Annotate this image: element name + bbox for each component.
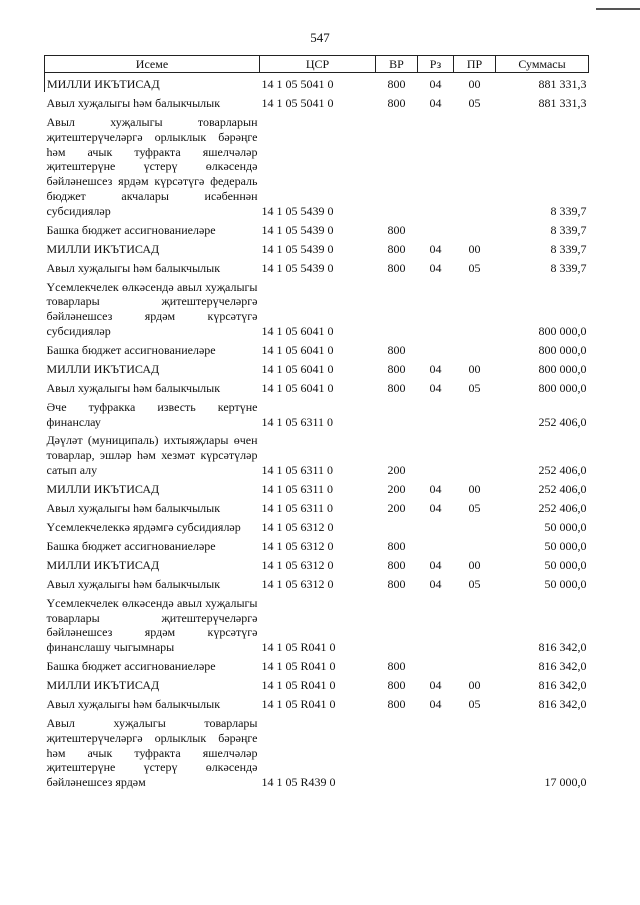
cell-rz: 04 [429,500,442,515]
cell-vr: 800 [387,96,406,111]
cell-pr [454,655,496,674]
cell-name: Авыл хуҗалыгы һәм балыкчылык [46,380,221,395]
cell-vr [376,396,418,430]
cell-rz: 04 [429,576,442,591]
cell-pr [454,516,496,535]
table-row [45,535,589,554]
cell-rz [418,219,454,238]
table-row [45,396,589,430]
cell-csr: 14 1 05 R439 0 [261,775,336,790]
cell-name: Үсемлекчелек өлкәсендә авыл хуҗалыгы товарлары җитештерүчеләргә бәйләнешсез ярдәм күрсәтүгә субсидияләр [46,279,258,338]
cell-csr: 14 1 05 6311 0 [261,500,334,515]
cell-rz: 04 [429,361,442,376]
cell-pr [454,592,496,655]
cell-vr: 200 [387,500,406,515]
cell-name: Авыл хуҗалыгы һәм балыкчылык [46,576,221,591]
cell-csr: 14 1 05 5439 0 [261,203,334,218]
cell-rz [418,712,454,790]
cell-name: МИЛЛИ ИКЪТИСАД [46,557,160,572]
cell-rz [418,396,454,430]
cell-sum: 816 342,0 [538,697,587,712]
cell-name: Башка бюджет ассигнованиеләре [46,222,216,237]
cell-vr: 800 [387,697,406,712]
cell-name: МИЛЛИ ИКЪТИСАД [46,241,160,256]
cell-name: МИЛЛИ ИКЪТИСАД [46,361,160,376]
header-name: Исеме [45,56,260,73]
cell-sum: 50 000,0 [544,576,587,591]
budget-table [44,55,589,790]
cell-sum: 8 339,7 [550,203,587,218]
cell-sum: 252 406,0 [538,462,587,477]
table-row [45,429,589,477]
cell-csr: 14 1 05 6041 0 [261,342,334,357]
cell-sum: 50 000,0 [544,538,587,553]
cell-name: Үсемлекчелеккә ярдәмгә субсидияләр [46,519,241,534]
table-row [45,592,589,655]
table-row [45,257,589,276]
cell-vr: 800 [387,222,406,237]
cell-csr: 14 1 05 6311 0 [261,414,334,429]
cell-name: Башка бюджет ассигнованиеләре [46,538,216,553]
cell-pr [454,111,496,219]
cell-pr [454,712,496,790]
table-row [45,573,589,592]
cell-rz: 04 [429,241,442,256]
cell-csr: 14 1 05 5041 0 [260,73,376,93]
table-row [45,219,589,238]
cell-vr [376,592,418,655]
cell-vr: 800 [387,241,406,256]
cell-rz [418,592,454,655]
cell-csr: 14 1 05 6041 0 [261,380,334,395]
cell-vr: 800 [387,659,406,674]
cell-name: МИЛЛИ ИКЪТИСАД [45,73,260,93]
cell-name: Башка бюджет ассигнованиеләре [46,659,216,674]
cell-sum: 8 339,7 [550,222,587,237]
cell-rz: 04 [418,73,454,93]
cell-pr: 05 [468,500,481,515]
table-row [45,693,589,712]
cell-rz [418,429,454,477]
cell-rz: 04 [429,678,442,693]
cell-name: Авыл хуҗалыгы һәм балыкчылык [46,500,221,515]
cell-sum: 252 406,0 [538,481,587,496]
cell-sum: 8 339,7 [550,260,587,275]
cell-rz: 04 [429,380,442,395]
cell-csr: 14 1 05 6312 0 [261,576,334,591]
table-header [45,56,589,73]
header-csr: ЦСР [260,56,376,73]
table-row [45,358,589,377]
cell-pr: 00 [454,73,496,93]
cell-csr: 14 1 05 R041 0 [261,697,336,712]
header-rz: Рз [418,56,454,73]
cell-vr: 800 [376,73,418,93]
table-row [45,674,589,693]
cell-pr: 05 [468,260,481,275]
cell-name: Үсемлекчелек өлкәсендә авыл хуҗалыгы товарлары җитештерүчеләргә бәйләнешсез ярдәм күрсәтүгә финанслашу чыгымнары [46,595,258,655]
table-row [45,111,589,219]
table-row [45,238,589,257]
page-number: 547 [310,30,330,45]
cell-pr: 00 [468,481,481,496]
cell-csr: 14 1 05 5439 0 [261,260,334,275]
cell-vr: 800 [387,557,406,572]
cell-sum: 800 000,0 [538,342,587,357]
cell-pr [454,429,496,477]
cell-csr: 14 1 05 6041 0 [261,361,334,376]
cell-csr: 14 1 05 6311 0 [261,481,334,496]
table-row [45,655,589,674]
cell-name: Әче туфракка известь кертүне финанслау [46,399,258,429]
cell-sum: 881 331,3 [496,73,589,93]
cell-csr: 14 1 05 6311 0 [261,462,334,477]
cell-rz: 04 [429,557,442,572]
cell-pr [454,276,496,339]
table-row [45,73,589,93]
table-row [45,377,589,396]
cell-vr: 800 [387,361,406,376]
scan-edge-mark [596,8,640,10]
cell-name: МИЛЛИ ИКЪТИСАД [46,481,160,496]
cell-sum: 881 331,3 [538,96,587,111]
cell-sum: 50 000,0 [544,557,587,572]
cell-sum: 8 339,7 [550,241,587,256]
cell-rz [418,111,454,219]
cell-sum: 800 000,0 [538,323,587,338]
cell-sum: 816 342,0 [538,659,587,674]
cell-sum: 816 342,0 [538,640,587,655]
cell-rz: 04 [429,260,442,275]
cell-csr: 14 1 05 6312 0 [261,557,334,572]
cell-vr: 800 [387,260,406,275]
cell-name: Авыл хуҗалыгы һәм балыкчылык [46,697,221,712]
cell-pr [454,339,496,358]
table-row [45,497,589,516]
cell-pr: 00 [468,557,481,572]
cell-csr: 14 1 05 5439 0 [261,222,334,237]
cell-vr: 800 [387,342,406,357]
cell-vr [376,712,418,790]
cell-pr: 05 [468,697,481,712]
cell-rz [418,276,454,339]
cell-vr [376,516,418,535]
cell-vr: 200 [387,481,406,496]
cell-sum: 800 000,0 [538,361,587,376]
cell-sum: 252 406,0 [538,414,587,429]
cell-pr: 05 [468,380,481,395]
table-row [45,92,589,111]
cell-name: Дәүләт (муниципаль) ихтыяҗлары өчен товарлар, эшләр һәм хезмәт күрсәтүләр сатып алу [46,433,258,477]
cell-csr: 14 1 05 6312 0 [261,519,334,534]
cell-pr [454,219,496,238]
cell-vr: 800 [387,538,406,553]
cell-name: Авыл хуҗалыгы товарларын җитештерүчеләргә орлыклык бәрәңге һәм ачык туфракта яшелчәләр җитештерүне үстерү өлкәсендә бәйләнешсез ярдәм күрсәтүгә федераль бюджет акчалары исәбеннән субсидияләр [46,115,258,218]
cell-pr: 00 [468,241,481,256]
cell-pr [454,535,496,554]
cell-csr: 14 1 05 6312 0 [261,538,334,553]
cell-sum: 816 342,0 [538,678,587,693]
cell-csr: 14 1 05 R041 0 [261,659,336,674]
cell-rz: 04 [429,96,442,111]
cell-rz [418,535,454,554]
cell-vr: 800 [387,576,406,591]
cell-sum: 50 000,0 [544,519,587,534]
cell-sum: 17 000,0 [544,775,587,790]
cell-vr: 200 [387,462,406,477]
cell-name: МИЛЛИ ИКЪТИСАД [46,678,160,693]
cell-name: Авыл хуҗалыгы товарлары җитештерүчеләргә орлыклык бәрәңге һәм ачык туфракта яшелчәләр җитештерүне үстерү өлкәсендә бәйләнешсез ярдәм [46,715,258,790]
table-row [45,478,589,497]
cell-rz: 04 [429,697,442,712]
cell-vr: 800 [387,380,406,395]
cell-csr: 14 1 05 5041 0 [261,96,334,111]
table-row [45,554,589,573]
cell-name: Башка бюджет ассигнованиеләре [46,342,216,357]
cell-rz [418,516,454,535]
cell-rz [418,339,454,358]
cell-rz [418,655,454,674]
table-row [45,712,589,790]
cell-sum: 800 000,0 [538,380,587,395]
cell-pr: 05 [468,576,481,591]
cell-pr [454,396,496,430]
table-row [45,516,589,535]
cell-name: Авыл хуҗалыгы һәм балыкчылык [46,96,221,111]
cell-pr: 05 [468,96,481,111]
cell-csr: 14 1 05 5439 0 [261,241,334,256]
header-vr: ВР [376,56,418,73]
header-sum: Суммасы [496,56,589,73]
cell-vr [376,111,418,219]
cell-vr [376,276,418,339]
cell-csr: 14 1 05 R041 0 [261,678,336,693]
cell-name: Авыл хуҗалыгы һәм балыкчылык [46,260,221,275]
table-row [45,339,589,358]
cell-vr: 800 [387,678,406,693]
cell-sum: 252 406,0 [538,500,587,515]
cell-csr: 14 1 05 R041 0 [261,640,336,655]
cell-rz: 04 [429,481,442,496]
table-body [45,73,589,790]
cell-pr: 00 [468,361,481,376]
header-pr: ПР [454,56,496,73]
cell-csr: 14 1 05 6041 0 [261,323,334,338]
table-row [45,276,589,339]
cell-pr: 00 [468,678,481,693]
